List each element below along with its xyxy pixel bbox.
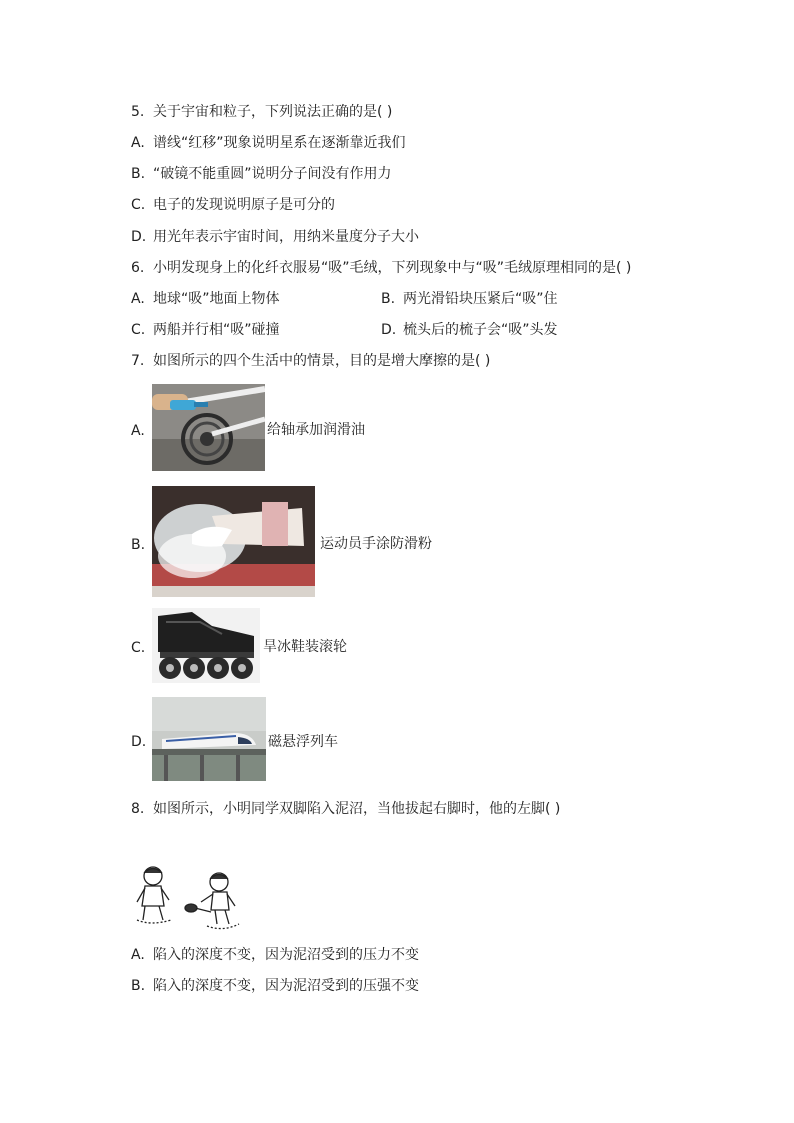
option-label: B.	[131, 978, 146, 994]
roller-skate-photo	[152, 608, 260, 683]
option-label: C.	[131, 322, 146, 338]
question-number: 6.	[131, 260, 145, 276]
question-text: 关于宇宙和粒子，下列说法正确的是( )	[153, 104, 393, 120]
question-text: 小明发现身上的化纤衣服易“吸”毛绒，下列现象中与“吸”毛绒原理相同的是( )	[153, 260, 632, 276]
question-number: 7.	[131, 353, 145, 369]
option-text: 用光年表示宇宙时间，用纳米量度分子大小	[153, 229, 419, 245]
option-label: A.	[131, 947, 145, 963]
q7-option-c-text: 旱冰鞋装滚轮	[263, 639, 347, 655]
q7-option-c-label[interactable]: C.	[131, 640, 146, 656]
chalk-hands-photo	[152, 486, 315, 597]
question-6-stem	[131, 258, 631, 278]
option-text: 两船并行相“吸”碰撞	[153, 322, 280, 338]
q7-option-b-label[interactable]: B.	[131, 537, 146, 553]
q7-option-d-text: 磁悬浮列车	[268, 734, 338, 750]
maglev-train-photo	[152, 697, 266, 781]
question-number: 8.	[131, 801, 145, 817]
option-text: 梳头后的梳子会“吸”头发	[403, 322, 558, 338]
option-text: 谱线“红移”现象说明星系在逐渐靠近我们	[153, 135, 406, 151]
option-text: 陷入的深度不变，因为泥沼受到的压力不变	[153, 947, 419, 963]
option-label: B.	[381, 291, 396, 307]
boy-in-mud-illustration	[131, 862, 243, 934]
question-5-stem	[131, 102, 392, 122]
question-text: 如图所示，小明同学双脚陷入泥沼，当他拔起右脚时，他的左脚( )	[153, 801, 561, 817]
q5-option-c[interactable]	[131, 195, 335, 215]
question-8-stem	[131, 799, 560, 819]
q5-option-d[interactable]	[131, 227, 419, 247]
option-label: D.	[131, 229, 147, 245]
q6-option-d[interactable]	[381, 320, 558, 340]
option-text: 地球“吸”地面上物体	[153, 291, 280, 307]
option-text: 陷入的深度不变，因为泥沼受到的压强不变	[153, 978, 419, 994]
option-text: 电子的发现说明原子是可分的	[153, 197, 335, 213]
option-label: D.	[381, 322, 397, 338]
q6-option-c[interactable]	[131, 320, 280, 340]
option-text: “破镜不能重圆”说明分子间没有作用力	[153, 166, 392, 182]
question-text: 如图所示的四个生活中的情景，目的是增大摩擦的是( )	[153, 353, 491, 369]
bicycle-lubrication-photo	[152, 384, 265, 471]
q5-option-a[interactable]	[131, 133, 406, 153]
q7-option-d-label[interactable]: D.	[131, 734, 147, 750]
q5-option-b[interactable]	[131, 164, 392, 184]
q7-option-b-text: 运动员手涂防滑粉	[320, 536, 432, 552]
q8-option-b[interactable]	[131, 976, 419, 996]
option-label: A.	[131, 291, 145, 307]
question-7-stem	[131, 351, 490, 371]
option-label: C.	[131, 197, 146, 213]
option-text: 两光滑铅块压紧后“吸”住	[403, 291, 558, 307]
q8-option-a[interactable]	[131, 945, 419, 965]
option-label: B.	[131, 166, 146, 182]
q7-option-a-text: 给轴承加润滑油	[267, 422, 365, 438]
option-label: A.	[131, 135, 145, 151]
question-number: 5.	[131, 104, 145, 120]
q7-option-a-label[interactable]: A.	[131, 423, 145, 439]
q6-option-b[interactable]	[381, 289, 558, 309]
q6-option-a[interactable]	[131, 289, 280, 309]
